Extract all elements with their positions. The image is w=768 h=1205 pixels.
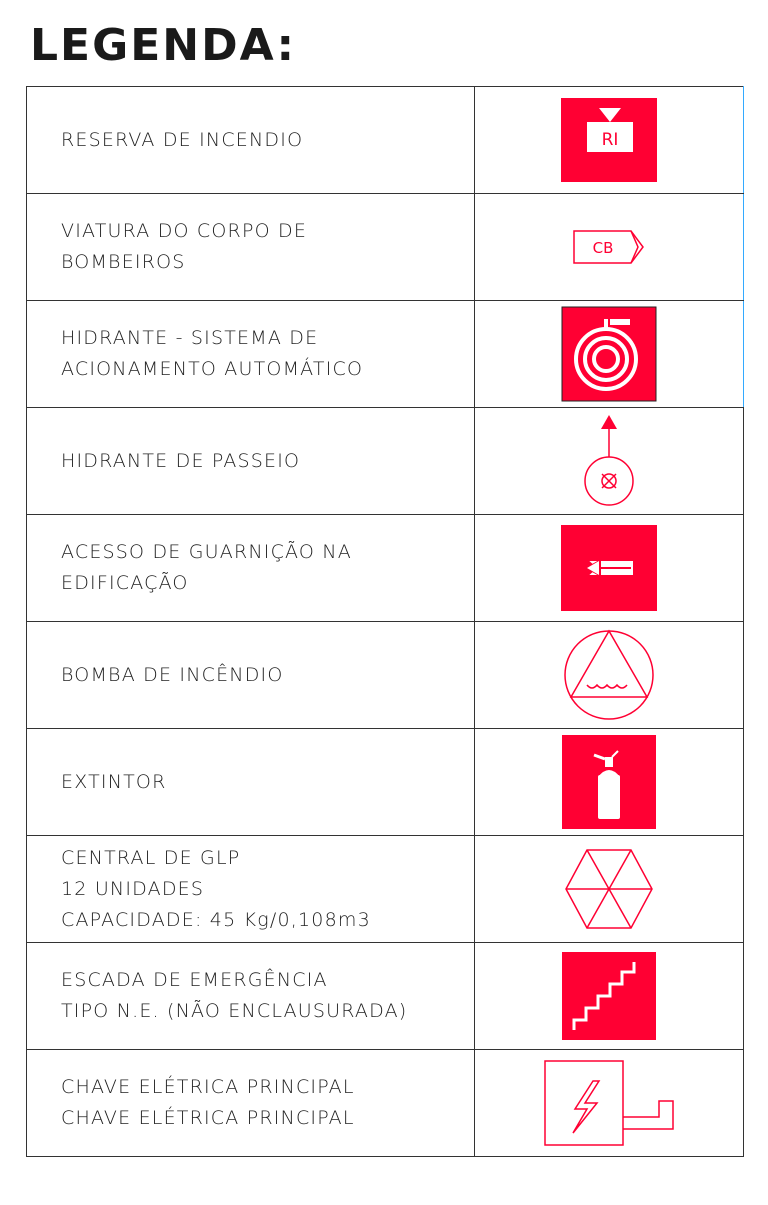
legend-row xyxy=(27,87,744,194)
legend-row xyxy=(27,622,744,729)
legend-symbol-cell xyxy=(475,301,744,408)
legend-row xyxy=(27,408,744,515)
legend-row xyxy=(27,1050,744,1157)
hose-reel-icon xyxy=(560,305,658,403)
legend-row xyxy=(27,194,744,301)
legend-title: LEGENDA: xyxy=(30,20,297,71)
legend-label: CHAVE ELÉTRICA PRINCIPAL CHAVE ELÉTRICA PRINCIPAL xyxy=(27,1050,475,1157)
legend-row xyxy=(27,301,744,408)
legend-label: RESERVA DE INCENDIO xyxy=(27,87,475,194)
main-switch-icon xyxy=(539,1057,679,1149)
legend-symbol-cell xyxy=(475,836,744,943)
emergency-stairs-icon xyxy=(560,950,658,1042)
legend-row xyxy=(27,943,744,1050)
legend-row xyxy=(27,515,744,622)
legend-table xyxy=(26,86,744,1157)
legend-label: HIDRANTE - SISTEMA DE ACIONAMENTO AUTOMÁTICO xyxy=(27,301,475,408)
legend-symbol-cell xyxy=(475,194,744,301)
legend-label: EXTINTOR xyxy=(27,729,475,836)
legend-label: HIDRANTE DE PASSEIO xyxy=(27,408,475,515)
fire-reserve-text: RI xyxy=(601,130,619,150)
legend-label: BOMBA DE INCÊNDIO xyxy=(27,622,475,729)
legend-symbol-cell xyxy=(475,622,744,729)
fire-reserve-icon xyxy=(559,96,659,184)
legend-label: ACESSO DE GUARNIÇÃO NA EDIFICAÇÃO xyxy=(27,515,475,622)
lpg-central-icon xyxy=(564,848,654,930)
legend-label: VIATURA DO CORPO DE BOMBEIROS xyxy=(27,194,475,301)
access-arrow-icon xyxy=(559,523,659,613)
fire-truck-text: CB xyxy=(592,239,614,257)
legend-symbol-cell xyxy=(475,1050,744,1157)
legend-symbol-cell xyxy=(475,408,744,515)
extinguisher-icon xyxy=(560,733,658,831)
sidewalk-hydrant-icon xyxy=(579,413,639,509)
legend-symbol-cell xyxy=(475,87,744,194)
legend-symbol-cell xyxy=(475,729,744,836)
legend-label: ESCADA DE EMERGÊNCIA TIPO N.E. (NÃO ENCLAUSURADA) xyxy=(27,943,475,1050)
legend-label: CENTRAL DE GLP 12 UNIDADES CAPACIDADE: 45 Kg/0,108m3 xyxy=(27,836,475,943)
legend-symbol-cell xyxy=(475,943,744,1050)
legend-row xyxy=(27,729,744,836)
fire-pump-icon xyxy=(563,629,655,721)
fire-truck-icon xyxy=(571,223,647,271)
legend-row xyxy=(27,836,744,943)
legend-symbol-cell xyxy=(475,515,744,622)
